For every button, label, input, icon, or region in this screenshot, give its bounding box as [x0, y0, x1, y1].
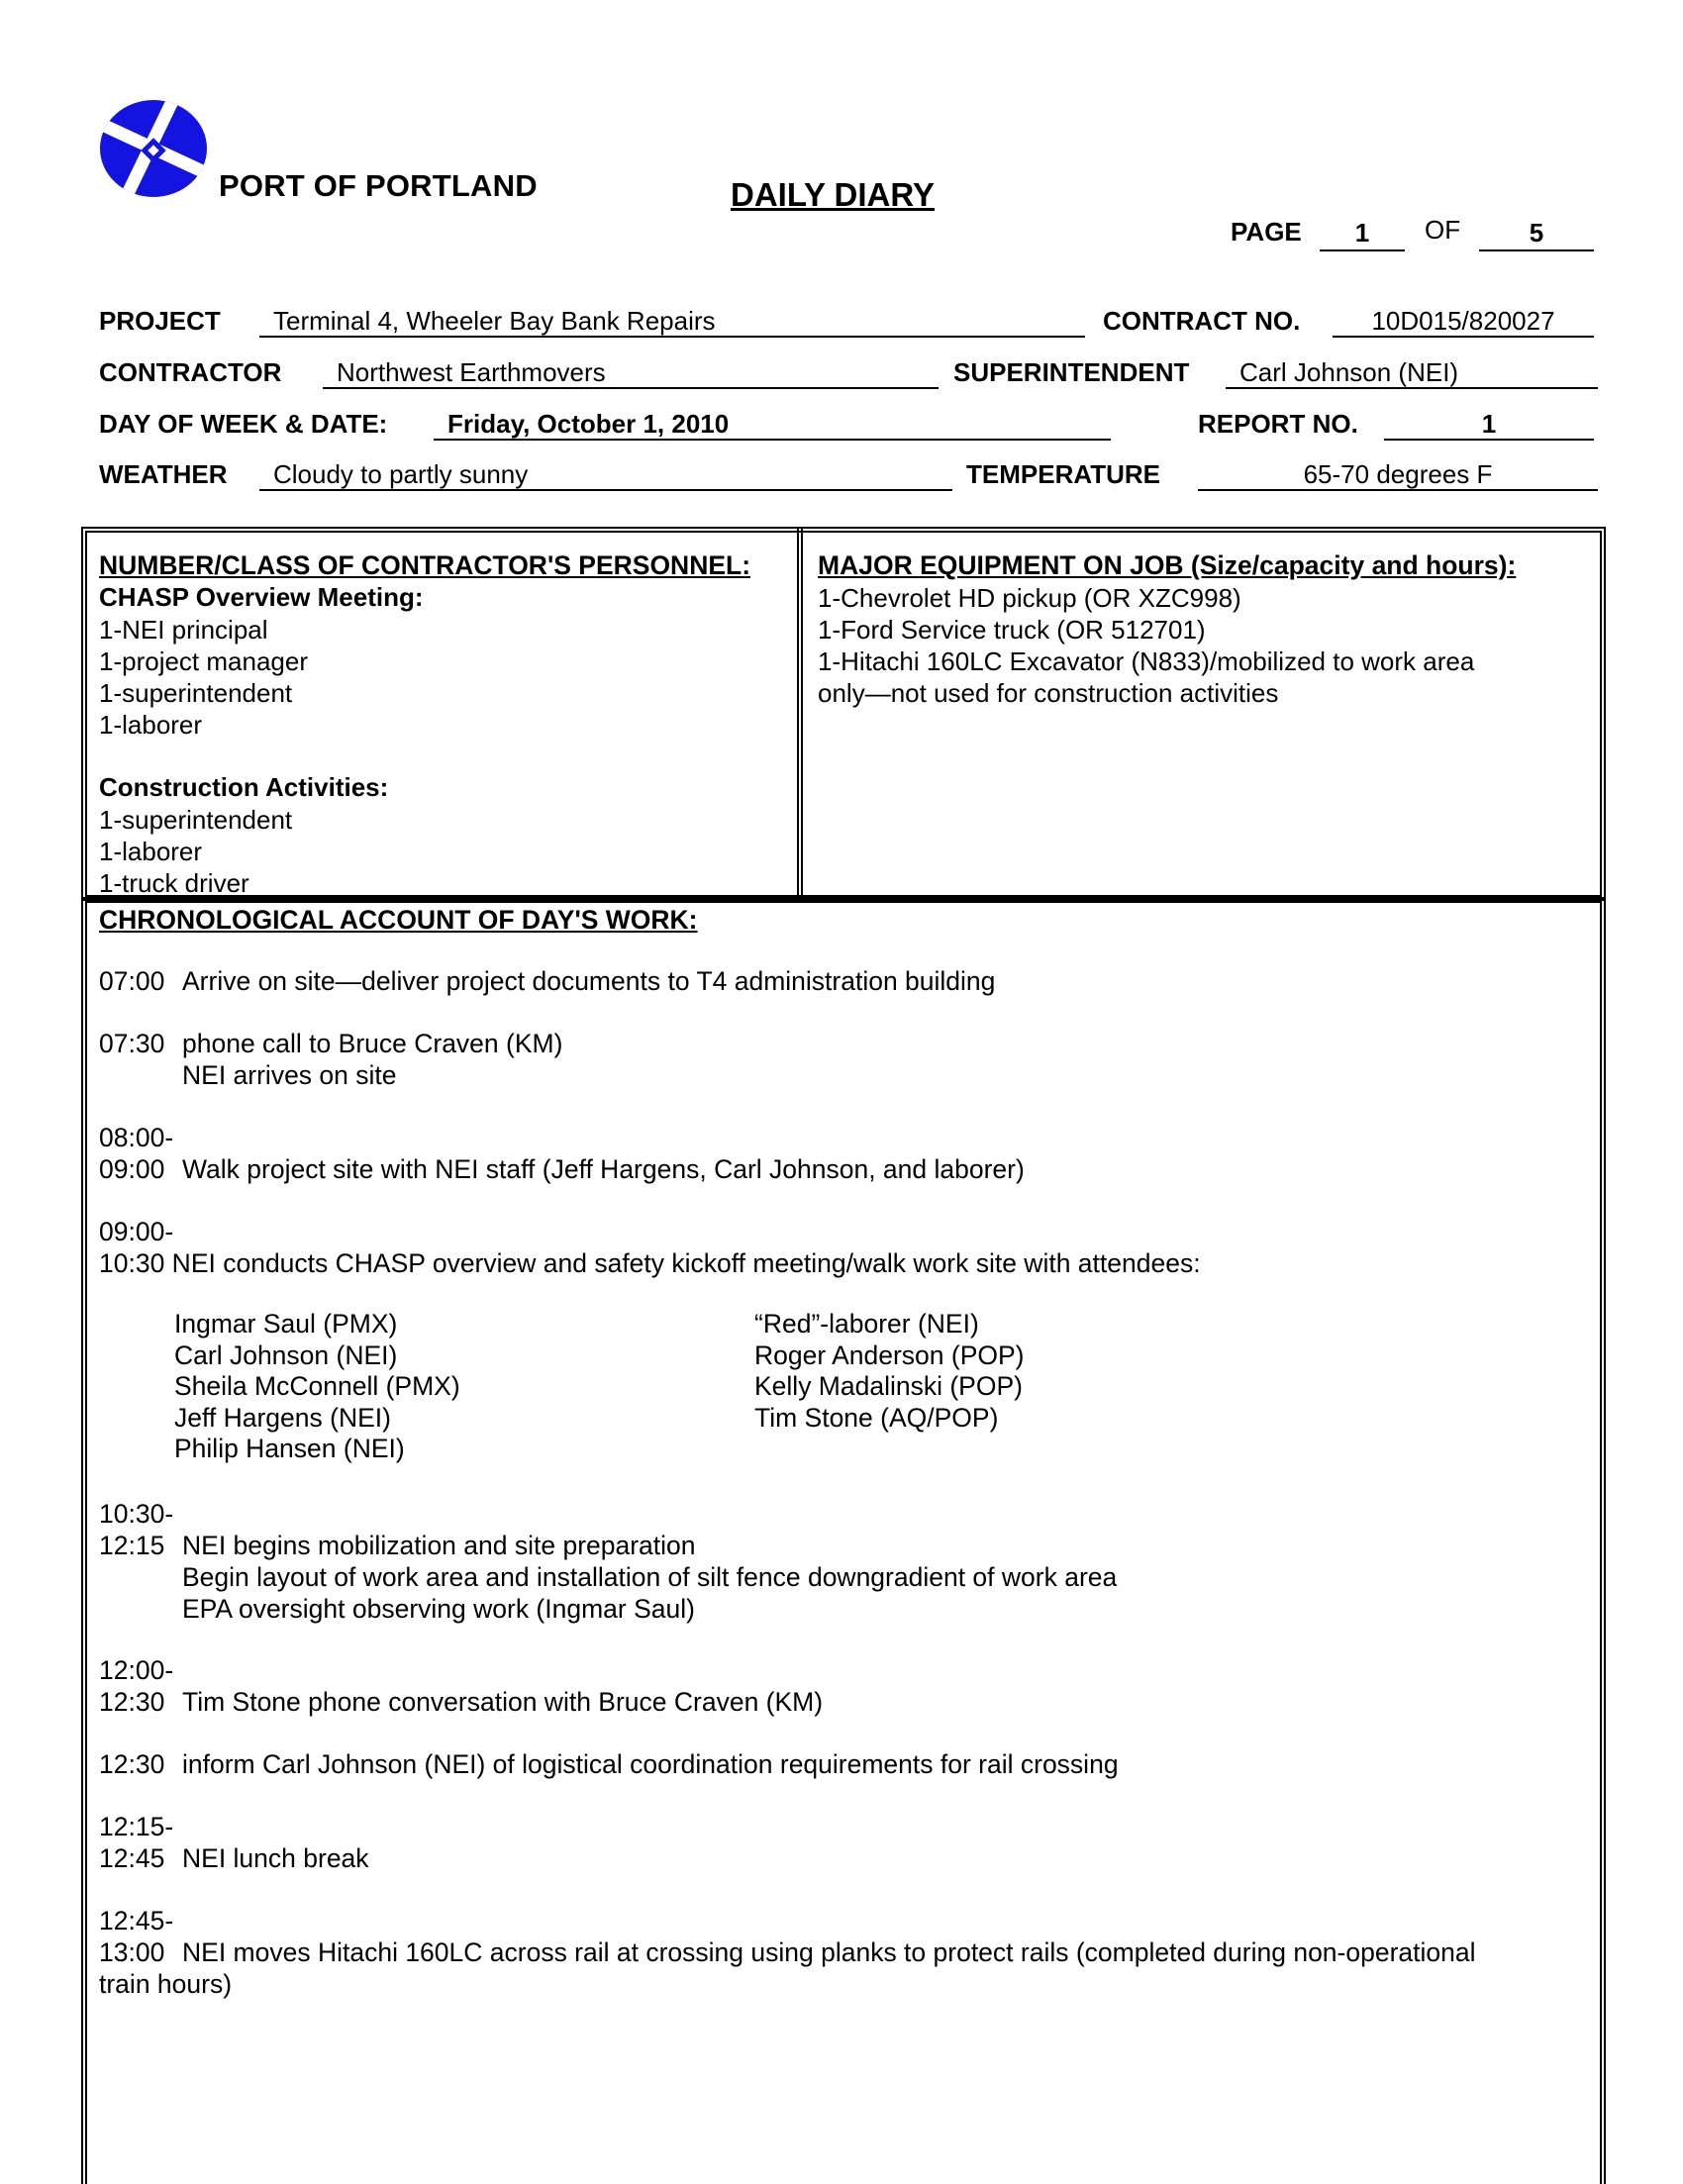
entry-time: 12:15	[99, 1531, 165, 1560]
entry-time: 12:30	[99, 1749, 165, 1779]
entry-start-time: 12:45-	[99, 1906, 174, 1936]
entry-time: 09:00	[99, 1154, 165, 1184]
entry-start-time: 12:15-	[99, 1812, 174, 1841]
log-entry	[99, 1122, 1025, 1185]
entry-start-time: 12:00-	[99, 1655, 174, 1685]
log-entry	[99, 1028, 562, 1091]
entry-text: phone call to Bruce Craven (KM)	[182, 1029, 563, 1058]
entry-start-time: 10:30-	[99, 1499, 174, 1529]
entry-time: 07:30	[99, 1029, 165, 1058]
list-item: 1-NEI principal	[99, 615, 268, 645]
entry-text-wrap: train hours)	[99, 1969, 233, 1999]
log-entry	[99, 1498, 1117, 1625]
box-divider	[797, 527, 803, 901]
personnel-heading: NUMBER/CLASS OF CONTRACTOR'S PERSONNEL:	[99, 550, 751, 580]
entry-time: 12:45	[99, 1843, 165, 1873]
contractor-label: CONTRACTOR	[99, 357, 282, 387]
of-label: OF	[1425, 215, 1461, 245]
project-value: Terminal 4, Wheeler Bay Bank Repairs	[259, 304, 1085, 338]
contract-no-value: 10D015/820027	[1333, 304, 1594, 338]
page-total: 5	[1479, 216, 1594, 251]
attendees-right: “Red”-laborer (NEI) Roger Anderson (POP) Kelly Madalinski (POP) Tim Stone (AQ/POP)	[754, 1309, 1025, 1433]
equipment-list: 1-Chevrolet HD pickup (OR XZC998) 1-Ford Service truck (OR 512701) 1-Hitachi 160LC Excavator (N833)/mobilized to work area only—not used for construction activities	[818, 583, 1475, 708]
list-item: 1-superintendent	[99, 805, 293, 835]
report-no-value: 1	[1384, 407, 1594, 441]
date-label: DAY OF WEEK & DATE:	[99, 409, 388, 439]
entry-time: 13:00	[99, 1937, 165, 1967]
entry-text: Walk project site with NEI staff (Jeff Hargens, Carl Johnson, and laborer)	[182, 1154, 1025, 1184]
log-entry	[99, 965, 995, 997]
entry-text: NEI begins mobilization and site preparation	[182, 1531, 696, 1560]
entry-start-time: 08:00-	[99, 1123, 174, 1152]
superintendent-label: SUPERINTENDENT	[953, 357, 1190, 387]
contractor-value: Northwest Earthmovers	[323, 355, 939, 389]
entry-text: Tim Stone phone conversation with Bruce Craven (KM)	[182, 1687, 824, 1717]
report-no-label: REPORT NO.	[1198, 409, 1358, 439]
log-entry	[99, 1216, 1201, 1279]
organization-name: PORT OF PORTLAND	[219, 168, 538, 203]
entry-text: Arrive on site—deliver project documents to T4 administration building	[182, 966, 996, 996]
entry-continuation: Begin layout of work area and installation of silt fence downgradient of work area EPA oversight observing work (Ingmar Saul)	[182, 1562, 1118, 1624]
log-entry	[99, 1654, 823, 1718]
page-label: PAGE	[1231, 217, 1302, 247]
entry-text: NEI lunch break	[182, 1843, 369, 1873]
weather-label: WEATHER	[99, 459, 228, 489]
temperature-value: 65-70 degrees F	[1198, 457, 1598, 491]
entry-time: 12:30	[99, 1687, 165, 1717]
document-title: DAILY DIARY	[731, 176, 935, 213]
attendees-left: Ingmar Saul (PMX) Carl Johnson (NEI) Sheila McConnell (PMX) Jeff Hargens (NEI) Philip Hansen (NEI)	[174, 1309, 460, 1463]
chasp-list	[99, 614, 308, 741]
list-item: 1-laborer	[99, 837, 203, 866]
log-entry	[99, 1811, 369, 1874]
chronology-heading: CHRONOLOGICAL ACCOUNT OF DAY'S WORK:	[99, 905, 698, 935]
entry-time: 07:00	[99, 966, 165, 996]
list-item: 1-truck driver	[99, 868, 249, 898]
superintendent-value: Carl Johnson (NEI)	[1226, 355, 1598, 389]
entry-text: NEI moves Hitachi 160LC across rail at crossing using planks to protect rails (completed during non-operational	[182, 1937, 1476, 1967]
list-item: 1-project manager	[99, 646, 308, 676]
contract-no-label: CONTRACT NO.	[1103, 306, 1301, 336]
temperature-label: TEMPERATURE	[966, 459, 1160, 489]
construction-heading: Construction Activities:	[99, 772, 389, 802]
equipment-heading: MAJOR EQUIPMENT ON JOB (Size/capacity and hours):	[818, 550, 1517, 580]
list-item: 1-superintendent	[99, 678, 293, 708]
page-number: 1	[1320, 216, 1405, 251]
chasp-heading: CHASP Overview Meeting:	[99, 582, 424, 612]
construction-list	[99, 804, 292, 899]
log-entry	[99, 1748, 1119, 1780]
entry-continuation: NEI arrives on site	[182, 1060, 397, 1090]
weather-value: Cloudy to partly sunny	[259, 457, 952, 491]
entry-text: 10:30 NEI conducts CHASP overview and safety kickoff meeting/walk work site with attendees:	[99, 1248, 1201, 1278]
log-entry	[99, 1905, 1476, 2000]
entry-start-time: 09:00-	[99, 1217, 174, 1246]
entry-text: inform Carl Johnson (NEI) of logistical coordination requirements for rail crossing	[182, 1749, 1119, 1779]
date-value: Friday, October 1, 2010	[434, 407, 1111, 441]
port-of-portland-logo-icon	[99, 99, 208, 198]
list-item: 1-laborer	[99, 710, 203, 740]
project-label: PROJECT	[99, 306, 221, 336]
